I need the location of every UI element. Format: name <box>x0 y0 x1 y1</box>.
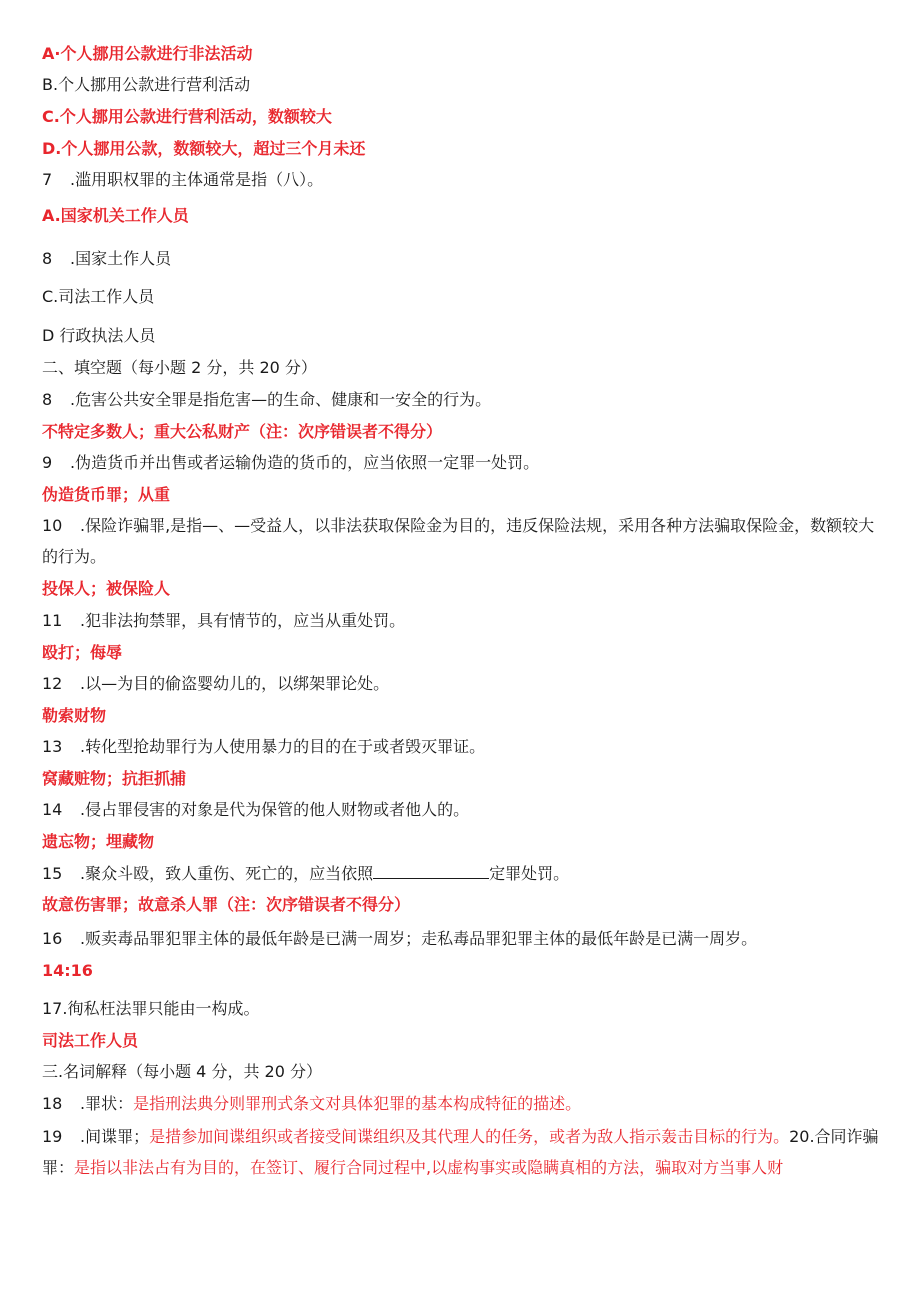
fill-17-answer: 司法工作人员 <box>42 1031 139 1050</box>
term-definition: 是指刑法典分则罪刑式条文对具体犯罪的基本构成特征的描述。 <box>133 1094 582 1113</box>
fill-16-answer: 14:16 <box>42 961 93 980</box>
section-3-heading: 三.名词解释（每小题 4 分，共 20 分） <box>42 1062 322 1081</box>
question-number: 12 <box>42 674 63 693</box>
option-d-7: D 行政执法人员 <box>42 326 156 345</box>
question-text: .保险诈骗罪,是指—、—受益人，以非法获取保险金为目的，违反保险法规，采用各种方法骗取保险金，数额较大的行为。 <box>42 516 875 566</box>
question-number: 15 <box>42 864 63 883</box>
fill-11 <box>42 610 882 632</box>
fill-10-answer: 投保人；被保险人 <box>42 579 171 598</box>
fill-13 <box>42 736 882 758</box>
question-number: 7 <box>42 170 53 189</box>
term-label: .间谍罪； <box>80 1127 150 1146</box>
blank-line <box>373 862 489 879</box>
fill-15 <box>42 862 882 885</box>
option-c: C.个人挪用公款进行营利活动，数额较大 <box>42 107 332 126</box>
question-text: .犯非法拘禁罪，具有情节的，应当从重处罚。 <box>80 611 406 630</box>
question-7 <box>42 169 882 191</box>
term-label: .罪状： <box>80 1094 134 1113</box>
question-number: 8 <box>42 390 53 409</box>
term-18 <box>42 1093 882 1115</box>
question-number: 18 <box>42 1094 63 1113</box>
question-number: 19 <box>42 1127 63 1146</box>
option-b: B.个人挪用公款进行营利活动 <box>42 75 251 94</box>
question-text-start: .聚众斗殴，致人重伤、死亡的，应当依照 <box>80 864 374 883</box>
question-number: 14 <box>42 800 63 819</box>
question-number: 8 <box>42 249 53 268</box>
term-19-20 <box>42 1121 882 1183</box>
fill-8 <box>42 389 882 411</box>
fill-11-answer: 殴打；侮辱 <box>42 643 123 662</box>
answer-7a: A.国家机关工作人员 <box>42 206 189 225</box>
option-a: A·个人挪用公款进行非法活动 <box>42 44 253 63</box>
fill-9-answer: 伪造货币罪；从重 <box>42 485 171 504</box>
question-text: .滥用职权罪的主体通常是指（八）。 <box>70 170 324 189</box>
question-number: 16 <box>42 929 63 948</box>
question-text: .贩卖毒品罪犯罪主体的最低年龄是已满一周岁；走私毒品罪犯罪主体的最低年龄是已满一周岁。 <box>80 929 758 948</box>
question-number: 10 <box>42 516 63 535</box>
fill-9 <box>42 452 882 474</box>
fill-14-answer: 遗忘物；埋藏物 <box>42 832 155 851</box>
term-definition: 是措参加间谍组织或者接受间谍组织及其代理人的任务，或者为敌人指示轰击目标的行为。 <box>149 1127 790 1146</box>
section-2-heading: 二、填空题（每小题 2 分，共 20 分） <box>42 358 317 377</box>
question-number: 11 <box>42 611 63 630</box>
fill-12-answer: 勒索财物 <box>42 706 107 725</box>
question-8-option <box>42 248 882 270</box>
question-text: .转化型抢劫罪行为人使用暴力的目的在于或者毁灭罪证。 <box>80 737 486 756</box>
question-text: .危害公共安全罪是指危害—的生命、健康和一安全的行为。 <box>70 390 492 409</box>
fill-16 <box>42 928 882 950</box>
question-text: .国家土作人员 <box>70 249 172 268</box>
fill-12 <box>42 673 882 695</box>
fill-17: 17.徇私枉法罪只能由一构成。 <box>42 999 260 1018</box>
question-text: .侵占罪侵害的对象是代为保管的他人财物或者他人的。 <box>80 800 470 819</box>
question-number: 13 <box>42 737 63 756</box>
question-text: .伪造货币并出售或者运输伪造的货币的，应当依照一定罪一处罚。 <box>70 453 540 472</box>
option-d: D.个人挪用公款，数额较大，超过三个月未还 <box>42 139 366 158</box>
term-definition-20: 是指以非法占有为目的，在签订、履行合同过程中,以虚构事实或隐瞒真相的方法，骗取对方当事人财 <box>74 1158 784 1177</box>
fill-15-answer: 故意伤害罪；故意杀人罪（注：次序错误者不得分） <box>42 895 411 914</box>
fill-13-answer: 窝藏赃物；抗拒抓捕 <box>42 769 187 788</box>
question-text: .以—为目的偷盗婴幼儿的，以绑架罪论处。 <box>80 674 390 693</box>
fill-10 <box>42 510 882 572</box>
term-label-20: 20.合同诈骗罪： <box>42 1127 879 1177</box>
question-number: 9 <box>42 453 53 472</box>
question-text-end: 定罪处罚。 <box>489 864 570 883</box>
fill-8-answer: 不特定多数人；重大公私财产（注：次序错误者不得分） <box>42 422 443 441</box>
option-c-7: C.司法工作人员 <box>42 287 155 306</box>
fill-14 <box>42 799 882 821</box>
